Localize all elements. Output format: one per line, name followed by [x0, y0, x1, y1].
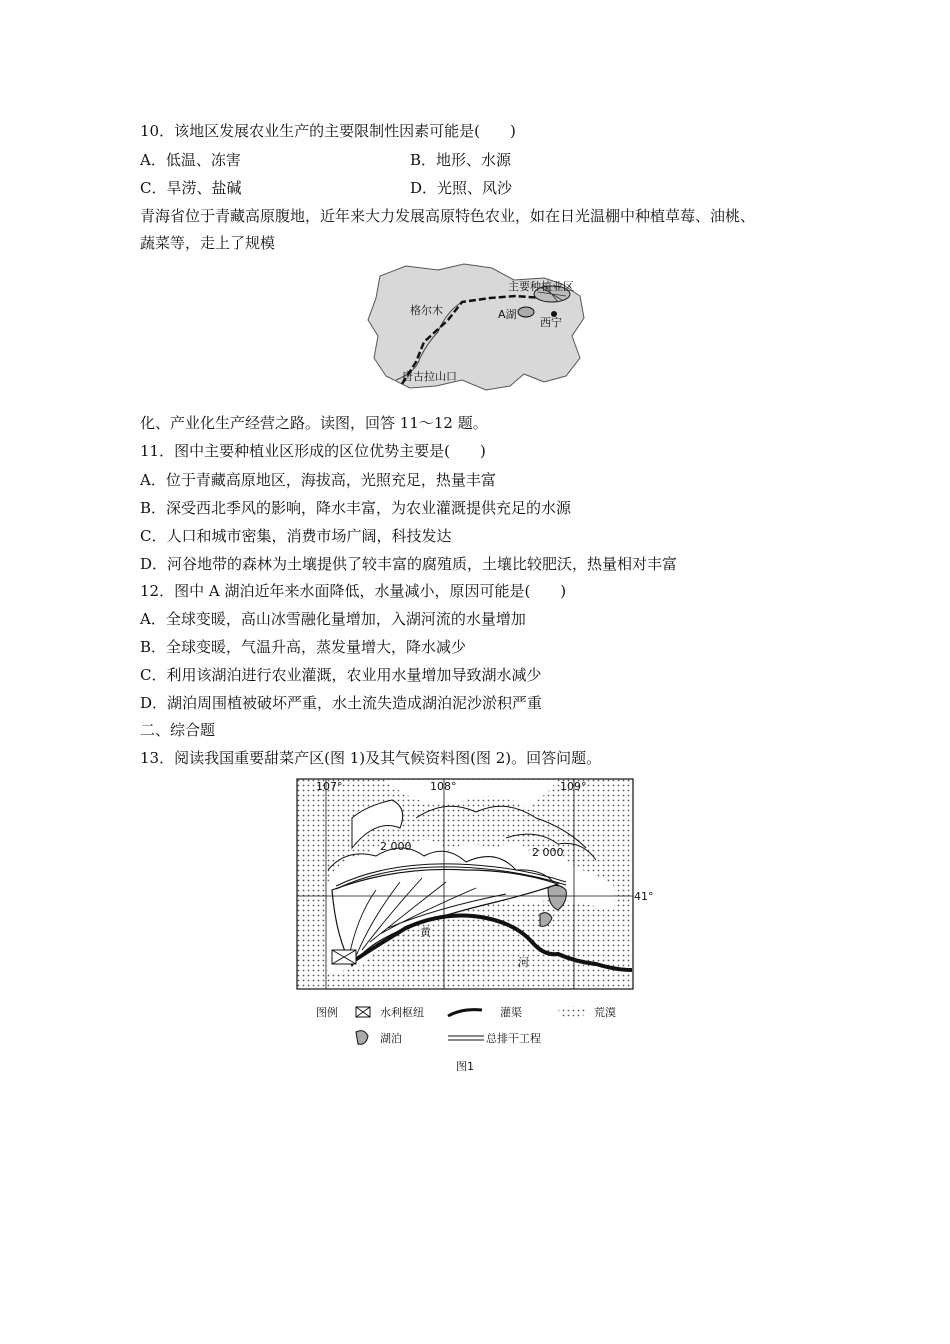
q12-option-b: B．全球变暖，气温升高，蒸发量增大，降水减少 — [140, 638, 467, 656]
intro-line-2: 蔬菜等，走上了规模 — [140, 234, 276, 252]
label-golmud: 格尔木 — [410, 304, 443, 317]
label-river-huang: 黄 — [420, 926, 431, 939]
q10-option-a: A．低温、冻害 — [140, 151, 241, 169]
q10-option-d: D．光照、风沙 — [410, 179, 513, 197]
intro-line-1: 青海省位于青藏高原腹地，近年来大力发展高原特色农业，如在日光温棚中种植草莓、油桃、 — [140, 207, 756, 225]
legend-canal: 灌渠 — [500, 1006, 522, 1019]
label-planting-area: 主要种植业区 — [508, 280, 574, 293]
q12-stem: 12．图中 A 湖泊近年来水面降低，水量减小，原因可能是( ) — [140, 582, 567, 600]
q10-option-c: C．旱涝、盐碱 — [140, 179, 242, 197]
q10-stem: 10．该地区发展农业生产的主要限制性因素可能是( ) — [140, 122, 516, 140]
legend-title: 图例 — [316, 1006, 338, 1019]
q13-stem: 13．阅读我国重要甜菜产区(图 1)及其气候资料图(图 2)。回答问题。 — [140, 749, 602, 767]
legend-lake: 湖泊 — [380, 1032, 402, 1045]
q12-option-c: C．利用该湖泊进行农业灌溉，农业用水量增加导致湖水减少 — [140, 666, 542, 684]
intro-line-3: 化、产业化生产经营之路。读图，回答 11～12 题。 — [140, 414, 488, 432]
lake-a — [518, 307, 534, 317]
q11-option-b: B．深受西北季风的影响，降水丰富，为农业灌溉提供充足的水源 — [140, 499, 572, 517]
label-xining: 西宁 — [540, 316, 562, 329]
label-tanggula-pass: 唐古拉山口 — [402, 370, 457, 383]
label-lon-107: 107° — [316, 780, 343, 793]
q11-option-d: D．河谷地带的森林为土壤提供了较丰富的腐殖质，土壤比较肥沃，热量相对丰富 — [140, 555, 678, 573]
q12-option-a: A．全球变暖，高山冰雪融化量增加，入湖河流的水量增加 — [140, 610, 526, 628]
label-river-he: 河 — [518, 956, 529, 969]
figure-caption: 图1 — [456, 1060, 474, 1073]
qinghai-map — [366, 262, 596, 396]
label-contour-2000-a: 2 000 — [380, 840, 412, 853]
q11-option-a: A．位于青藏高原地区，海拔高，光照充足，热量丰富 — [140, 471, 496, 489]
q12-option-d: D．湖泊周围植被破坏严重，水土流失造成湖泊泥沙淤积严重 — [140, 694, 543, 712]
label-lat-41: 41° — [634, 890, 654, 903]
q11-stem: 11．图中主要种植业区形成的区位优势主要是( ) — [140, 442, 486, 460]
legend-drain: 总排干工程 — [486, 1032, 541, 1045]
legend-desert: 荒漠 — [594, 1006, 616, 1019]
legend-dam: 水利枢纽 — [380, 1006, 424, 1019]
sugar-beet-region-map — [296, 778, 656, 1078]
q11-option-c: C．人口和城市密集，消费市场广阔，科技发达 — [140, 527, 452, 545]
label-lake-a: A湖 — [498, 308, 517, 321]
q10-option-b: B．地形、水源 — [410, 151, 512, 169]
label-contour-2000-b: 2 000 — [532, 846, 564, 859]
label-lon-108: 108° — [430, 780, 457, 793]
label-lon-109: 109° — [560, 780, 587, 793]
section-2-heading: 二、综合题 — [140, 721, 216, 739]
